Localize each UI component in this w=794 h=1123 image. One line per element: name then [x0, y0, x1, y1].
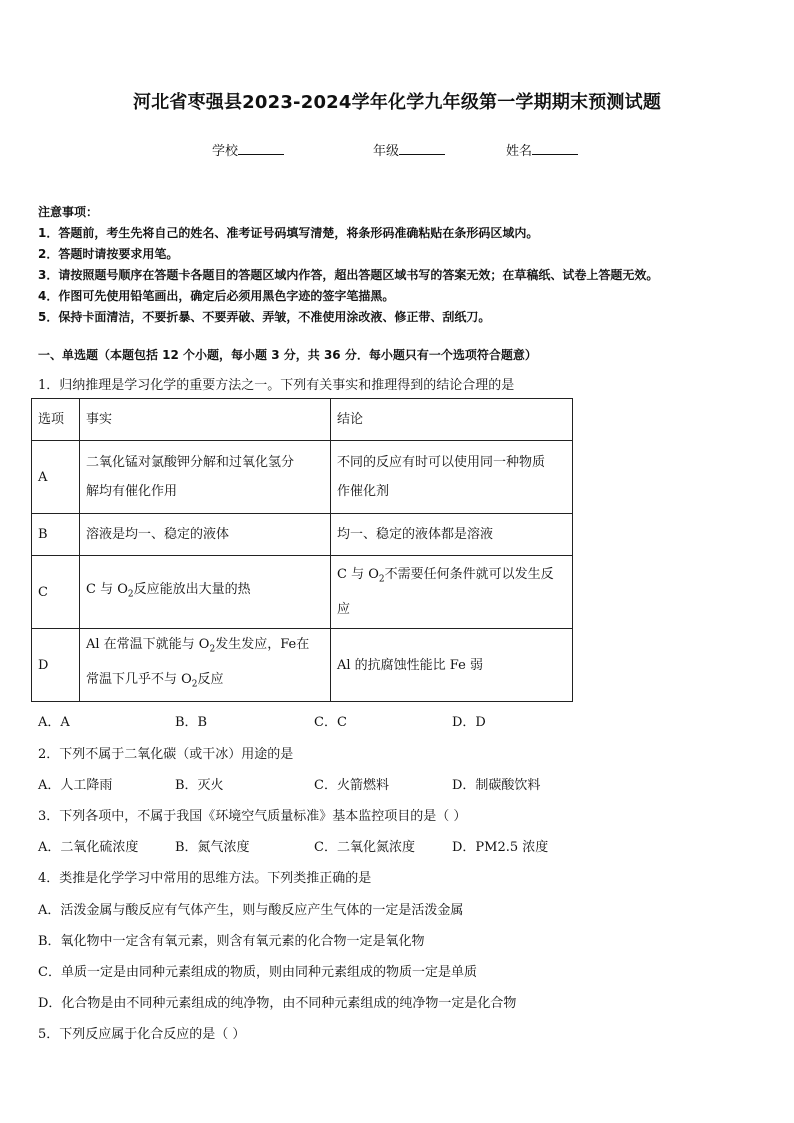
header-conclusion: 结论	[331, 399, 573, 441]
grade-label: 年级	[373, 144, 400, 159]
option-a[interactable]: A．人工降雨	[38, 778, 113, 793]
subscript: 2	[209, 645, 216, 655]
question-4-stem: 4．类推是化学学习中常用的思维方法。下列类推正确的是	[38, 871, 372, 886]
cell-conclusion-line: 不同的反应有时可以使用同一种物质	[337, 455, 546, 470]
header-fact: 事实	[80, 399, 331, 441]
cell-conclusion-text: C 与 O	[337, 567, 379, 583]
grade-blank	[399, 142, 445, 155]
cell-fact-line: 二氧化锰对氯酸钾分解和过氧化氢分	[86, 455, 295, 470]
notice-item: 1．答题前，考生先将自己的姓名、准考证号码填写清楚，将条形码准确粘贴在条形码区域内。	[38, 226, 539, 240]
cell-conclusion-line: 作催化剂	[337, 484, 390, 499]
question-1-table	[31, 398, 573, 702]
cell-fact-text: C 与 O	[86, 581, 128, 597]
cell-conclusion: 均一、稳定的液体都是溶液	[331, 514, 573, 556]
option-b[interactable]: B．灭火	[175, 778, 224, 793]
grade-field	[373, 140, 445, 159]
option-b[interactable]: B．氧化物中一定含有氧元素，则含有氧元素的化合物一定是氧化物	[38, 934, 425, 949]
question-1-stem: 1．归纳推理是学习化学的重要方法之一。下列有关事实和推理得到的结论合理的是	[38, 378, 515, 393]
cell-fact	[80, 556, 331, 629]
cell-conclusion-text: 不需要任何条件就可以发生反	[384, 567, 554, 583]
cell-fact-text: 反应能放出大量的热	[133, 581, 251, 597]
cell-conclusion: Al 的抗腐蚀性能比 Fe 弱	[331, 629, 573, 702]
option-c[interactable]: C．二氧化氮浓度	[314, 840, 415, 855]
option-d[interactable]: D．制碳酸饮料	[452, 778, 541, 793]
cell-fact: 溶液是均一、稳定的液体	[80, 514, 331, 556]
option-b[interactable]: B．B	[175, 715, 208, 730]
table-header-row	[32, 399, 573, 441]
table-row	[32, 629, 573, 702]
cell-fact-text: 发生发应，Fe在	[215, 637, 310, 653]
notice-block	[38, 202, 658, 328]
option-d[interactable]: D．PM2.5 浓度	[452, 840, 549, 855]
cell-option: A	[32, 441, 80, 514]
name-label: 姓名	[506, 144, 533, 159]
question-3-stem: 3．下列各项中，不属于我国《环境空气质量标准》基本监控项目的是（ ）	[38, 809, 467, 824]
option-d[interactable]: D．D	[452, 715, 486, 730]
cell-fact-text: 反应	[197, 672, 224, 687]
subscript: 2	[127, 589, 134, 600]
exam-title: 河北省枣强县2023-2024学年化学九年级第一学期期末预测试题	[132, 92, 662, 113]
cell-fact	[80, 441, 331, 514]
question-2-stem: 2．下列不属于二氧化碳（或干冰）用途的是	[38, 747, 294, 762]
option-c[interactable]: C．火箭燃料	[314, 778, 389, 793]
cell-option: C	[32, 556, 80, 629]
cell-option: B	[32, 514, 80, 556]
option-b[interactable]: B．氮气浓度	[175, 840, 250, 855]
option-d[interactable]: D．化合物是由不同种元素组成的纯净物，由不同种元素组成的纯净物一定是化合物	[38, 996, 517, 1011]
option-a[interactable]: A．活泼金属与酸反应有气体产生，则与酸反应产生气体的一定是活泼金属	[38, 903, 464, 918]
table-row	[32, 441, 573, 514]
subscript: 2	[191, 679, 198, 690]
table-row	[32, 514, 573, 556]
option-c[interactable]: C．单质一定是由同种元素组成的物质，则由同种元素组成的物质一定是单质	[38, 965, 477, 980]
school-blank	[238, 142, 284, 155]
option-c[interactable]: C．C	[314, 715, 347, 730]
table-row	[32, 556, 573, 629]
option-a[interactable]: A．A	[38, 715, 70, 730]
cell-option: D	[32, 629, 80, 702]
cell-conclusion-line: 应	[337, 601, 351, 617]
cell-conclusion	[331, 556, 573, 629]
notice-heading: 注意事项：	[38, 205, 99, 219]
name-field	[506, 140, 578, 159]
name-blank	[532, 142, 578, 155]
header-option: 选项	[32, 399, 80, 441]
cell-fact	[80, 629, 331, 702]
notice-item: 2．答题时请按要求用笔。	[38, 247, 179, 261]
section-heading: 一、单选题（本题包括 12 个小题，每小题 3 分，共 36 分．每小题只有一个选项符合题意）	[38, 348, 537, 362]
cell-fact-line: 解均有催化作用	[86, 484, 178, 499]
option-a[interactable]: A．二氧化硫浓度	[38, 840, 139, 855]
cell-fact-text: 常温下几乎不与 O	[86, 672, 192, 687]
notice-item: 4．作图可先使用铅笔画出，确定后必须用黑色字迹的签字笔描黑。	[38, 289, 395, 303]
school-field	[212, 140, 284, 159]
cell-conclusion	[331, 441, 573, 514]
notice-item: 5．保持卡面清洁，不要折暴、不要弄破、弄皱，不准使用涂改液、修正带、刮纸刀。	[38, 310, 491, 324]
subscript: 2	[378, 574, 385, 585]
school-label: 学校	[212, 144, 239, 159]
notice-item: 3．请按照题号顺序在答题卡各题目的答题区域内作答，超出答题区域书写的答案无效；在草稿纸、试卷上答题无效。	[38, 268, 659, 282]
question-5-stem: 5．下列反应属于化合反应的是（ ）	[38, 1027, 246, 1042]
cell-fact-text: Al 在常温下就能与 O	[86, 637, 210, 653]
